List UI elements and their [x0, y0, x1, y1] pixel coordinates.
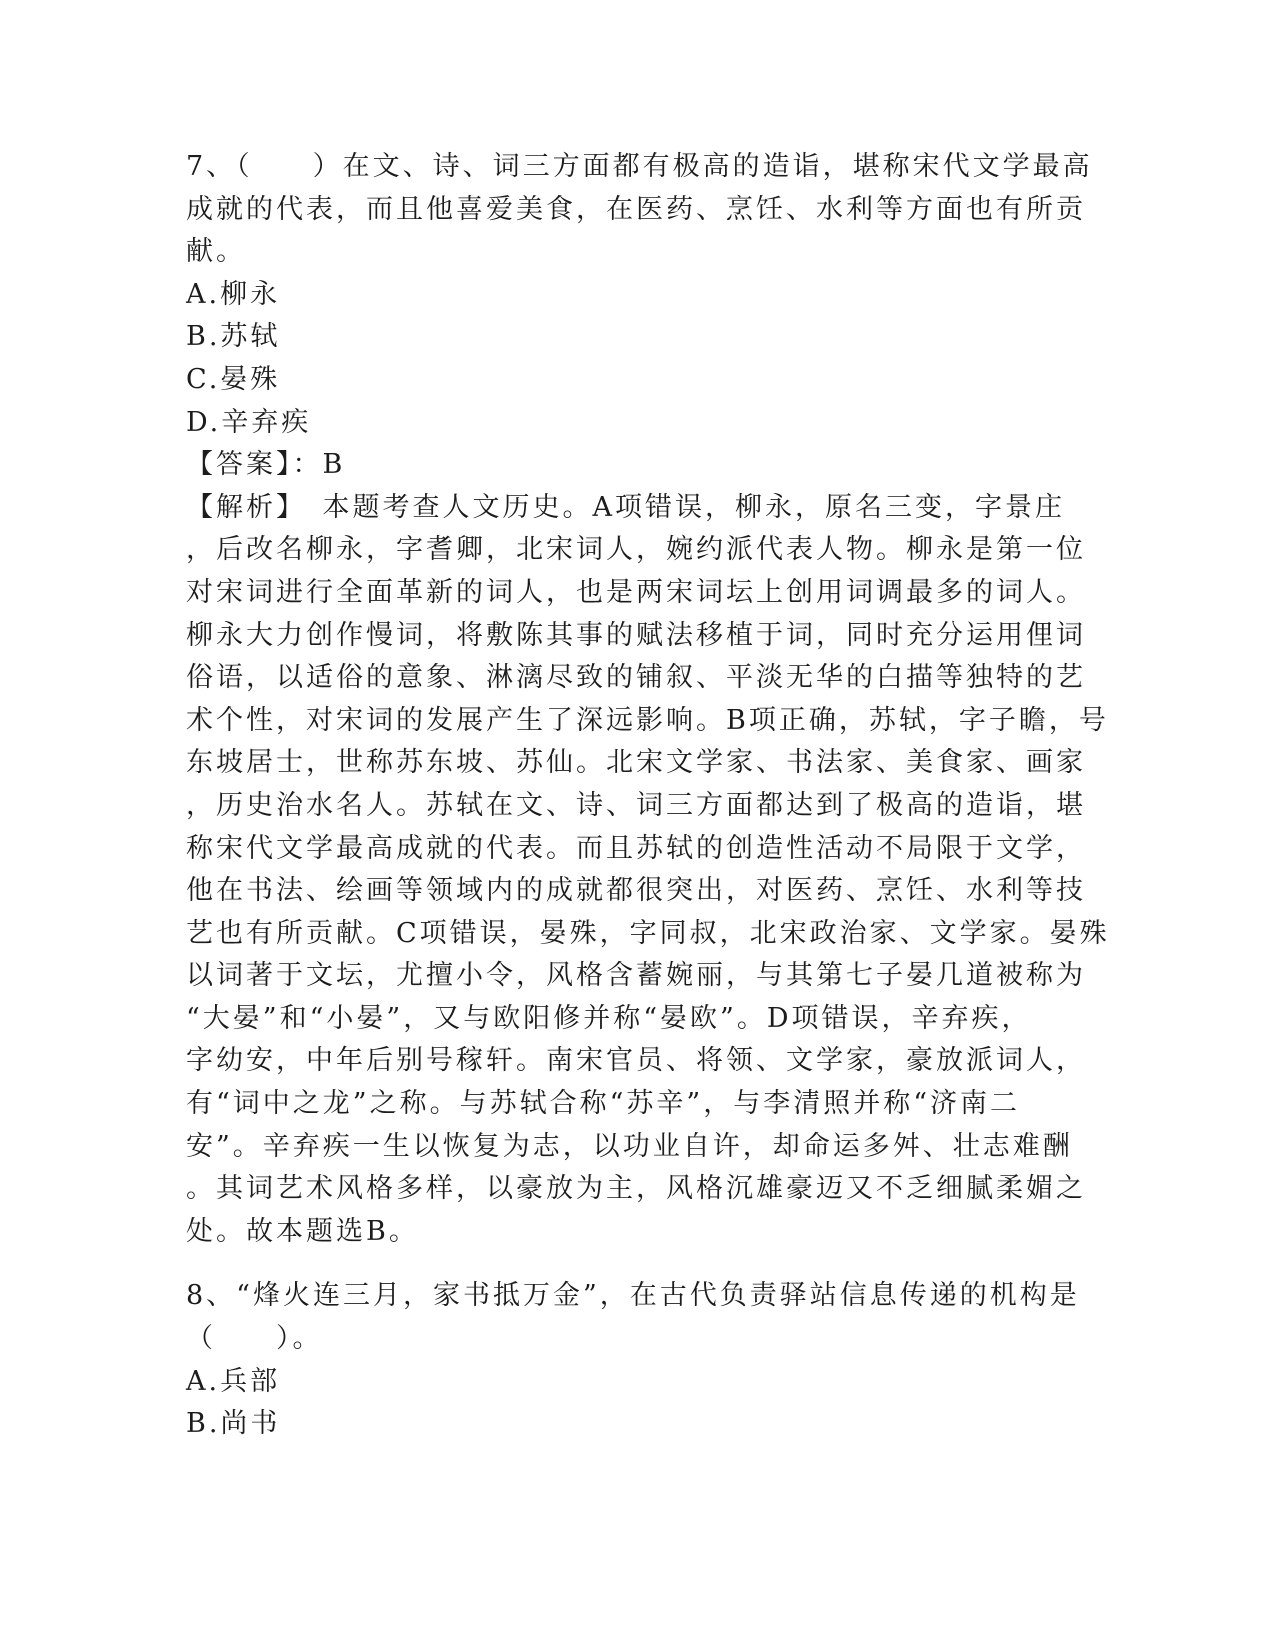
analysis-line: 艺也有所贡献。C项错误，晏殊，字同叔，北宋政治家、文学家。晏殊: [186, 917, 1110, 949]
document-page: [186, 146, 1110, 1446]
analysis-line: 。其词艺术风格多样，以豪放为主，风格沉雄豪迈又不乏细腻柔媚之: [186, 1173, 1086, 1205]
analysis-line: ，历史治水名人。苏轼在文、诗、词三方面都达到了极高的造诣，堪: [186, 789, 1086, 821]
question-8-option-b: B.尚书: [186, 1408, 281, 1440]
analysis-line: 有“词中之龙”之称。与苏轼合称“苏辛”，与李清照并称“济南二: [186, 1088, 1021, 1120]
question-7-analysis: [186, 487, 1110, 1254]
question-8-stem-line: （ ）。: [186, 1323, 323, 1355]
analysis-line: 处。故本题选B。: [186, 1215, 419, 1247]
analysis-line: ，后改名柳永，字耆卿，北宋词人，婉约派代表人物。柳永是第一位: [186, 534, 1086, 566]
question-8: [186, 1275, 1086, 1445]
analysis-line: 柳永大力创作慢词，将敷陈其事的赋法移植于词，同时充分运用俚词: [186, 619, 1086, 651]
analysis-line: 对宋词进行全面革新的词人，也是两宋词坛上创用词调最多的词人。: [186, 576, 1086, 608]
analysis-line: 【解析】 本题考查人文历史。A项错误，柳永，原名三变，字景庄: [186, 491, 1065, 523]
question-7: [186, 146, 1110, 1253]
analysis-line: 东坡居士，世称苏东坡、苏仙。北宋文学家、书法家、美食家、画家: [186, 747, 1086, 779]
question-8-stem-line: 8、“烽火连三月，家书抵万金”，在古代负责驿站信息传递的机构是: [186, 1280, 1080, 1312]
question-7-stem-line: 成就的代表，而且他喜爱美食，在医药、烹饪、水利等方面也有所贡: [186, 193, 1086, 225]
analysis-line: 俗语，以适俗的意象、淋漓尽致的铺叙、平淡无华的白描等独特的艺: [186, 662, 1086, 694]
analysis-line: 术个性，对宋词的发展产生了深远影响。B项正确，苏轼，字子瞻，号: [186, 704, 1109, 736]
analysis-line: 他在书法、绘画等领域内的成就都很突出，对医药、烹饪、水利等技: [186, 875, 1086, 907]
question-7-stem-line: 7、（ ）在文、诗、词三方面都有极高的造诣，堪称宋代文学最高: [186, 151, 1093, 182]
analysis-line: “大晏”和“小晏”，又与欧阳修并称“晏欧”。D项错误，辛弃疾，: [186, 1002, 1032, 1034]
analysis-line: 称宋代文学最高成就的代表。而且苏轼的创造性活动不局限于文学，: [186, 832, 1086, 864]
question-7-answer: 【答案】：B: [186, 449, 346, 481]
question-7-option-a: A.柳永: [186, 278, 281, 310]
question-gap: [186, 1253, 1086, 1275]
question-7-stem-line: 献。: [186, 236, 246, 268]
question-7-option-d: D.辛弃疾: [186, 406, 312, 438]
analysis-line: 以词著于文坛，尤擅小令，风格含蓄婉丽，与其第七子晏几道被称为: [186, 960, 1086, 992]
question-7-option-c: C.晏殊: [186, 363, 281, 395]
analysis-line: 安”。辛弃疾一生以恢复为志，以功业自许，却命运多舛、壮志难酬: [186, 1130, 1073, 1162]
question-7-option-b: B.苏轼: [186, 321, 281, 353]
analysis-line: 字幼安，中年后别号稼轩。南宋官员、将领、文学家，豪放派词人，: [186, 1045, 1086, 1077]
question-8-option-a: A.兵部: [186, 1365, 281, 1397]
